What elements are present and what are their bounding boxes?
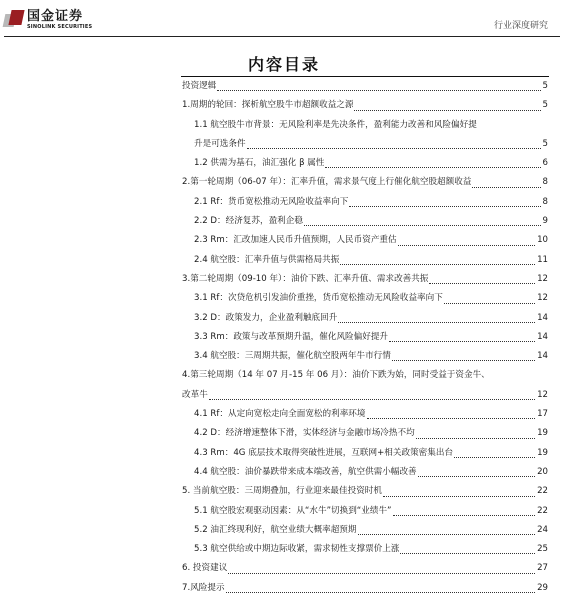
toc-page-number: 8 [542, 177, 548, 188]
toc-entry[interactable] [182, 559, 548, 578]
toc-leader-dots [444, 303, 535, 304]
toc-entry-title: 4.第三轮周期（14 年 07 月-15 年 06 月）：油价下跌为始，同时受益于资金牛、 [182, 370, 490, 381]
toc-entry-title: 2.2 D：经济复苏，盈利企稳 [194, 216, 303, 227]
toc-leader-dots [340, 264, 535, 265]
toc-entry-title: 投资逻辑 [182, 81, 217, 91]
toc-entry[interactable] [182, 173, 548, 192]
toc-entry-title: 6. 投资建议 [182, 563, 228, 574]
toc-entry-title: 5.2 油汇终现利好，航空业绩大概率超预期 [194, 524, 357, 535]
toc-entry-title: 2.第一轮周期（06-07 年）：汇率升值，需求景气度上行催化航空股超额收益 [182, 177, 472, 188]
toc-entry[interactable] [182, 270, 548, 289]
sinolink-logo [4, 10, 92, 30]
toc-leader-dots [472, 187, 540, 188]
toc-entry-title: 3.3 Rm：政策与改革预期升温，催化风险偏好提升 [194, 331, 389, 342]
toc-page-number: 9 [542, 216, 548, 227]
toc-page-number: 20 [537, 466, 548, 477]
toc-entry-title: 1.2 供需为基石，油汇强化 β 属性 [194, 158, 325, 169]
toc-entry-title-cont: 升是可选条件 [194, 138, 246, 149]
toc-entry-title: 2.1 Rf：货币宽松推动无风险收益率向下 [194, 196, 349, 207]
toc-entry[interactable] [182, 154, 548, 173]
toc-leader-dots [416, 438, 535, 439]
toc-entry-title-cont: 改革牛 [182, 389, 208, 400]
header-divider [4, 36, 560, 37]
toc-entry[interactable] [182, 309, 548, 328]
toc-leader-dots [429, 283, 535, 284]
toc-page-number: 19 [537, 428, 548, 439]
toc-page-number: 12 [537, 389, 548, 400]
toc-entry[interactable] [182, 77, 548, 96]
toc-entry-title: 4.4 航空股：油价暴跌带来成本端改善，航空供需小幅改善 [194, 466, 417, 477]
toc-leader-dots [247, 148, 541, 149]
toc-leader-dots [349, 206, 540, 207]
brand-name-cn: 国金证券 [27, 9, 84, 24]
toc-page-number: 25 [537, 544, 548, 555]
toc-leader-dots [226, 592, 535, 593]
toc-page-number: 10 [537, 235, 548, 246]
toc-entry-title: 5.3 航空供给或中期边际收紧，需求韧性支撑票价上涨 [194, 544, 400, 555]
toc-entry-title: 4.1 Rf：从定向宽松走向全面宽松的利率环境 [194, 409, 366, 420]
toc-leader-dots [367, 418, 536, 419]
toc-page-number: 12 [537, 273, 548, 284]
toc-leader-dots [383, 496, 535, 497]
toc-leader-dots [304, 225, 541, 226]
toc-page-number: 14 [537, 312, 548, 323]
toc-entry-title: 7.风险提示 [182, 582, 225, 593]
table-of-contents [182, 77, 548, 598]
toc-entry[interactable] [182, 212, 548, 231]
toc-entry[interactable] [182, 328, 548, 347]
toc-entry[interactable] [182, 521, 548, 540]
toc-leader-dots [454, 457, 535, 458]
toc-entry[interactable] [182, 116, 548, 155]
toc-page-number: 14 [537, 351, 548, 362]
toc-entry[interactable] [182, 405, 548, 424]
toc-leader-dots [400, 553, 535, 554]
toc-entry[interactable] [182, 579, 548, 598]
toc-entry-title: 3.2 D：政策发力，企业盈利触底回升 [194, 312, 338, 323]
toc-entry[interactable] [182, 193, 548, 212]
toc-page-number: 24 [537, 524, 548, 535]
toc-leader-dots [325, 167, 540, 168]
page-header [0, 0, 568, 36]
toc-page-number: 29 [537, 582, 548, 593]
toc-leader-dots [354, 110, 540, 111]
toc-entry[interactable] [182, 366, 548, 405]
toc-page-number: 14 [537, 331, 548, 342]
toc-entry[interactable] [182, 424, 548, 443]
toc-page-number: 12 [537, 293, 548, 304]
toc-entry-title: 4.3 Rm：4G 底层技术取得突破性进展，互联网+相关政策密集出台 [194, 447, 454, 458]
toc-page-number: 22 [537, 505, 548, 516]
toc-entry[interactable] [182, 463, 548, 482]
toc-entry-title: 2.4 航空股：汇率升值与供需格局共振 [194, 254, 340, 265]
toc-entry-title: 3.4 航空股：三周期共振，催化航空股两年牛市行情 [194, 351, 391, 362]
toc-entry-title: 2.3 Rm：汇改加速人民币升值预期，人民币资产重估 [194, 235, 397, 246]
toc-entry[interactable] [182, 540, 548, 559]
toc-page-number: 8 [542, 196, 548, 207]
toc-page-number: 11 [537, 254, 548, 265]
toc-entry-title: 3.1 Rf：次贷危机引发油价重挫，货币宽松推动无风险收益率向下 [194, 293, 443, 304]
report-type-label: 行业深度研究 [493, 21, 548, 31]
toc-page-number: 19 [537, 447, 548, 458]
toc-entry-title: 3.第二轮周期（09-10 年）：油价下跌、汇率升值、需求改善共振 [182, 273, 429, 284]
toc-entry-title: 5.1 航空股宏观驱动因素：从“水牛”切换到“业绩牛” [194, 505, 392, 516]
toc-leader-dots [209, 399, 535, 400]
logo-mark-icon [4, 10, 24, 28]
toc-leader-dots [228, 573, 535, 574]
toc-entry[interactable] [182, 444, 548, 463]
brand-name-en: SINOLINK SECURITIES [27, 24, 93, 30]
toc-leader-dots [393, 515, 536, 516]
toc-entry-title: 5. 当前航空股：三周期叠加，行业迎来最佳投资时机 [182, 486, 382, 497]
toc-entry-title: 1.1 航空股牛市背景：无风险利率是先决条件，盈利能力改善和风险偏好提 [194, 119, 477, 130]
toc-leader-dots [338, 322, 535, 323]
toc-page-number: 5 [542, 138, 548, 149]
toc-entry[interactable] [182, 231, 548, 250]
toc-page-number: 17 [537, 409, 548, 420]
toc-leader-dots [392, 360, 535, 361]
toc-entry-title: 1.周期的轮回：探析航空股牛市超额收益之源 [182, 100, 354, 111]
toc-entry-title: 4.2 D：经济增速整体下滑，实体经济与金融市场冷热不均 [194, 428, 415, 439]
toc-entry[interactable] [182, 347, 548, 366]
toc-page-number: 5 [542, 81, 548, 91]
toc-entry[interactable] [182, 96, 548, 115]
toc-leader-dots [217, 90, 540, 91]
toc-page-number: 27 [537, 563, 548, 574]
toc-entry[interactable] [182, 251, 548, 270]
toc-leader-dots [418, 476, 535, 477]
toc-title: 内容目录 [247, 55, 320, 74]
toc-leader-dots [389, 341, 535, 342]
toc-page-number: 22 [537, 486, 548, 497]
toc-entry[interactable] [182, 289, 548, 308]
toc-entry[interactable] [182, 482, 548, 501]
toc-leader-dots [398, 245, 535, 246]
toc-page-number: 6 [542, 158, 548, 169]
toc-page-number: 5 [542, 100, 548, 111]
toc-entry[interactable] [182, 502, 548, 521]
toc-leader-dots [358, 534, 536, 535]
